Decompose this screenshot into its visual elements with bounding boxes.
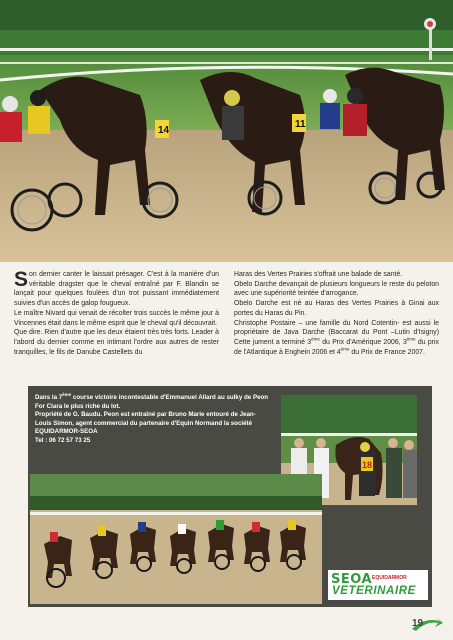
caption-text: course victoire incontestable d'Emmanuel Allard au sulky de Peon For Clara le plus riche du lot. bbox=[35, 394, 269, 410]
superscript: ème bbox=[311, 336, 320, 342]
svg-text:11: 11 bbox=[295, 119, 306, 130]
paragraph: Le maître Nivard qui venait de récolter trois succès le même jour à Vincennes était dans le même esprit que le cheval qu'il découvrait. bbox=[14, 309, 219, 327]
svg-text:18: 18 bbox=[362, 460, 373, 470]
logo-main-text: SEOA bbox=[331, 572, 373, 587]
superscript: ème bbox=[340, 346, 350, 352]
logo-sub-text: EQUIDARMOR bbox=[372, 575, 407, 581]
paragraph bbox=[14, 270, 219, 309]
article-column-left bbox=[14, 270, 219, 357]
paragraph: Obelo Darche devançait de plusieurs longueurs le reste du peloton avec une supériorité teintée d'arrogance. bbox=[234, 280, 439, 298]
caption-line bbox=[35, 391, 270, 411]
paragraph-text: on dernier canter le laissait présager. C'est à la manière d'un véritable dragster que le cheval entraîné par F. Blandin se lançait pour quelques foulées d'un trot puissant immédiatement suivies d'un accès de galop fougueux. bbox=[14, 271, 219, 308]
race-photo-bottom bbox=[30, 474, 322, 604]
caption-line: Propriété de G. Baudu. Peon est entraîné par Bruno Marie entouré de Jean-Louis Simon, agent commercial du partenaire d'Equin Normand la société EQUIDARMOR-SEOA bbox=[35, 411, 256, 436]
article-column-right bbox=[234, 270, 439, 357]
paragraph: Que dire. Rien d'autre que les deux étaient très très forts. Leader à l'abord du dernier comme en intimant l'ordre aux autres de rester tranquilles, le fils de Danube Castellets du bbox=[14, 329, 219, 356]
paragraph-text: Christophe Postaire – une famille du Nord Cotentin- est aussi le propriétaire de Java Darche (Baccarat du Pont –Lutin d'Isigny) Cette jument a terminé 3 bbox=[234, 319, 439, 346]
race-photo-top bbox=[0, 0, 453, 262]
page-number bbox=[410, 615, 444, 635]
superscript: ème bbox=[62, 391, 72, 397]
caption-text: Dans la 7 bbox=[35, 394, 63, 401]
paragraph: Obelo Darche est né au Haras des Vertes Prairies à Ginai aux portes du Haras du Pin. bbox=[234, 300, 439, 317]
caption-phone: Tel : 06 72 57 73 25 bbox=[35, 436, 91, 444]
article-body bbox=[14, 270, 439, 378]
seoa-veterinaire-logo bbox=[328, 570, 428, 600]
paragraph: Haras des Vertes Prairies s'offrait une balade de santé. bbox=[234, 271, 403, 278]
logo-vet-text: VETERINAIRE bbox=[332, 585, 416, 597]
photo-panel bbox=[28, 386, 432, 607]
page-number-text: 19 bbox=[412, 618, 424, 629]
drop-cap: S bbox=[14, 268, 29, 291]
paragraph bbox=[234, 319, 439, 358]
paragraph-text: du Prix d'Amérique 2006, 3 bbox=[319, 338, 407, 346]
paragraph-text: du prix de l'Atlantique à Enghein 2006 et 4 bbox=[234, 338, 439, 356]
superscript: ème bbox=[406, 336, 416, 342]
svg-text:14: 14 bbox=[158, 125, 170, 136]
panel-caption bbox=[35, 391, 270, 446]
paragraph-text: du Prix de France 2007. bbox=[349, 348, 425, 356]
